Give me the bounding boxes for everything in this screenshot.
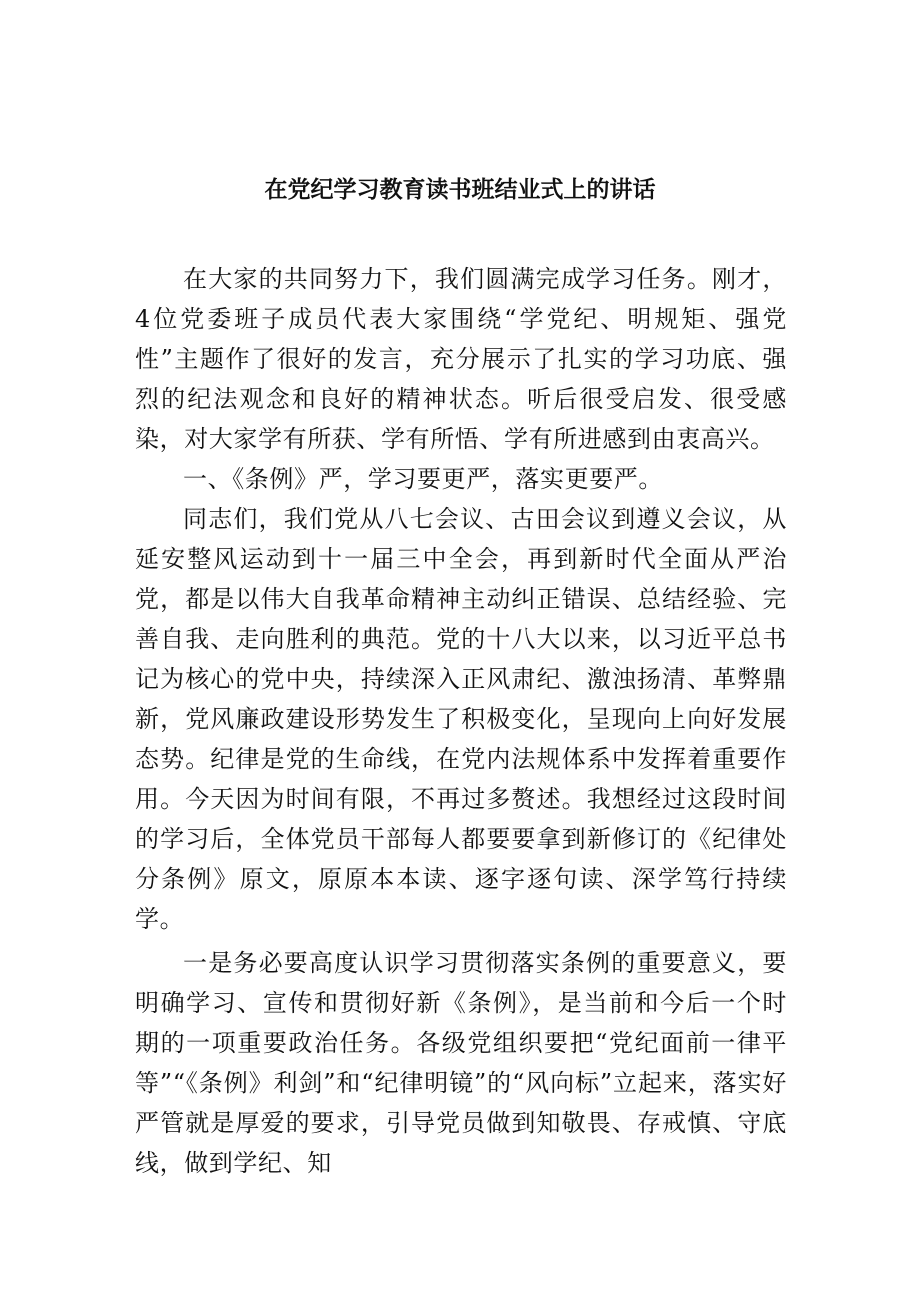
document-title: 在党纪学习教育读书班结业式上的讲话 (264, 177, 656, 203)
paragraph-opening: 在大家的共同努力下，我们圆满完成学习任务。刚才，4位党委班子成员代表大家围绕“学党纪、明规矩、强党性”主题作了很好的发言，充分展示了扎实的学习功底、强烈的纪法观念和良好的精神状态。听后很受启发、很受感染，对大家学有所获、学有所悟、学有所进感到由衷高兴。 (135, 265, 787, 453)
paragraph-section-heading: 一、《条例》严，学习要更严，落实更要严。 (183, 465, 663, 493)
document-body (135, 259, 787, 1183)
paragraph-history: 同志们，我们党从八七会议、古田会议到遵义会议，从延安整风运动到十一届三中全会，再到新时代全面从严治党，都是以伟大自我革命精神主动纠正错误、总结经验、完善自我、走向胜利的典范。党的十八大以来，以习近平总书记为核心的党中央，持续深入正风肃纪、激浊扬清、革弊鼎新，党风廉政建设形势发生了积极变化，呈现向上向好发展态势。纪律是党的生命线，在党内法规体系中发挥着重要作用。今天因为时间有限，不再过多赘述。我想经过这段时间的学习后，全体党员干部每人都要要拿到新修订的《纪律处分条例》原文，原原本本读、逐字逐句读、深学笃行持续学。 (135, 505, 787, 933)
paragraph-point-one: 一是务必要高度认识学习贯彻落实条例的重要意义，要明确学习、宣传和贯彻好新《条例》，是当前和今后一个时期的一项重要政治任务。各级党组织要把“党纪面前一律平等”“《条例》利剑”和“纪律明镜”的“风向标”立起来，落实好严管就是厚爱的要求，引导党员做到知敬畏、存戒慎、守底线，做到学纪、知 (135, 949, 787, 1177)
